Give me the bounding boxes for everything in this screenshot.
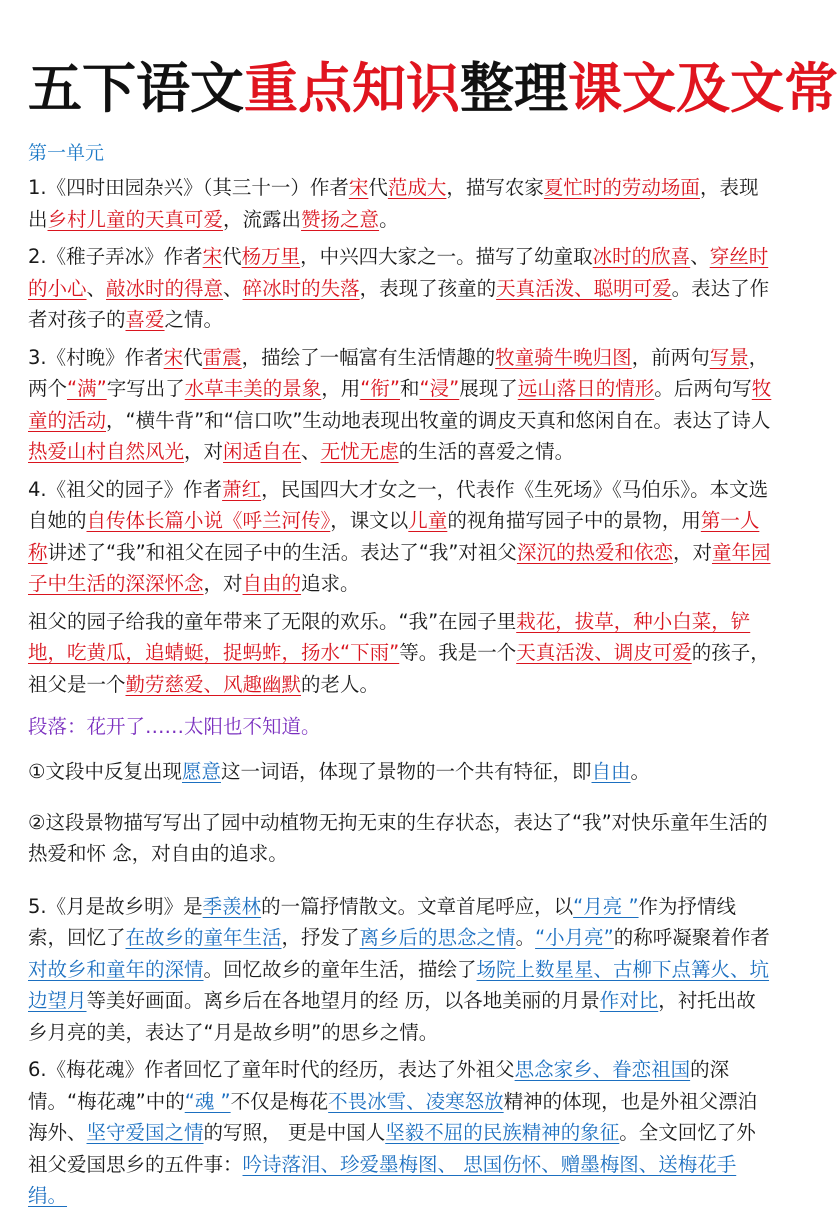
highlight: 宋 [163,345,184,369]
text-span: 4.《祖父的园子》作者 [28,477,223,501]
text-span: 、 [86,276,107,300]
text-span: 的一篇抒情散文。文章首尾呼应，以 [261,894,574,918]
highlight: “满” [67,377,107,400]
text-span: ，表现了孩童的 [359,276,497,300]
title-part-3: 整理 [460,57,568,120]
highlight: 思念家乡、眷恋祖国 [514,1058,691,1081]
highlight: “浸” [419,377,460,400]
lesson-3-paragraph [28,342,772,468]
text-span: 1.《四时田园杂兴》（其三十一）作者 [28,176,349,199]
text-span: 的写照， 更是中国人 [203,1121,386,1144]
text-span: ，流露出 [223,207,302,231]
lesson-4-paragraph [28,474,772,600]
highlight: 敲冰时的得意 [106,276,224,300]
text-span: 追求。 [301,572,360,595]
text-span: ，描写农家 [446,176,544,199]
text-span: 。表达了作者对孩子的 [28,276,770,331]
text-span: 的生活的喜爱之情。 [398,440,575,463]
text-span: 代 [368,176,388,199]
text-span: 作为抒情线索，回忆了 [28,894,737,949]
text-span: 和 [400,377,420,400]
highlight: 离乡后的思念之情 [359,926,516,949]
highlight: 坚毅不屈的民族精神的象征 [385,1121,620,1144]
text-span: 等美好画面。离乡后在各地望月的经 历，以各地美丽的月景 [86,989,600,1012]
highlight: 作对比 [599,989,659,1012]
text-span: 精神的体现，也是外祖父漂泊海外、 [28,1089,758,1144]
highlight: 穿丝时的小心 [28,245,769,300]
highlight: 自传体长篇小说《呼兰河传》 [86,509,331,532]
text-span: 。 [630,760,651,783]
text-span: ，描绘了一幅富有生活情趣的 [241,345,496,369]
lesson-5-paragraph [28,891,772,1049]
title-part-1: 五下语文 [28,57,244,120]
title-part-2: 重点知识 [244,57,460,120]
highlight: 天真活泼、调皮可爱 [516,641,692,664]
text-span: ，对 [672,540,712,564]
highlight: 乡村儿童的天真可爱 [47,207,224,231]
highlight: “月亮 ” [573,894,639,918]
text-span: 这一词语，体现了景物的一个共有特征，即 [221,760,592,783]
highlight: 赞扬之意 [301,207,380,231]
text-span: 祖父的园子给我的童年带来了无限的欢乐。“我”在园子里 [28,609,517,633]
text-span: 5.《月是故乡明》是 [28,894,203,918]
text-span: 6.《梅花魂》作者回忆了童年时代的经历，表达了外祖父 [28,1058,515,1081]
text-span: ，两个 [28,345,769,400]
text-span: 。回忆故乡的童年生活，描绘了 [203,957,477,981]
highlight: 夏忙时的劳动场面 [543,176,700,199]
text-span: 。全文回忆了外祖父爱国思乡的五件事： [28,1121,756,1176]
highlight: 水草丰美的景象 [184,377,322,400]
highlight: 热爱山村自然风光 [28,440,185,463]
text-span: 讲述了“我”和祖父在园子中的生活。表达了“我”对祖父 [47,540,517,564]
passage-heading: 段落：花开了……太阳也不知道。 [28,715,321,738]
unit-heading: 第一单元 [28,142,105,164]
highlight: 自由的 [242,572,302,595]
lesson-4-summary-paragraph [28,606,772,701]
text-span: ，抒发了 [281,926,360,949]
highlight: 对故乡和童年的深情 [28,957,204,981]
highlight: 愿意 [181,760,221,783]
text-span: 、 [223,276,243,300]
highlight: 坚守爱国之情 [86,1121,204,1144]
highlight: 勤劳慈爱、风趣幽默 [125,672,302,696]
note-1 [28,756,772,787]
text-span: 。 [515,926,536,949]
highlight: 宋 [202,245,223,268]
text-span: ，衬托出故乡月亮的美，表达了“月是故乡明”的思乡之情。 [28,989,756,1044]
text-span: 字写出了 [106,377,185,400]
highlight: 儿童 [408,509,448,532]
text-span: 不仅是梅花 [230,1089,329,1113]
text-span: 3.《村晚》作者 [28,345,164,369]
highlight: 天真活泼、聪明可爱 [496,276,672,300]
text-span: 、 [690,245,710,268]
text-span: ，前两句 [631,345,710,369]
text-span: 等。我是一个 [399,641,517,664]
text-span: ，“横牛背”和“信口吹”生动地表现出牧童的调皮天真和悠闲自在。表达了诗人 [106,408,771,432]
highlight: 牧童的活动 [28,377,772,432]
highlight: 不畏冰雪、凌寒怒放 [328,1089,504,1113]
highlight: 宋 [348,176,369,199]
text-span: 的深情。“梅花魂”中的 [28,1058,730,1113]
page-title [28,0,838,122]
highlight: 喜爱 [125,308,165,331]
lesson-1-paragraph [28,172,772,235]
highlight: 远山落日的情形 [517,377,655,400]
title-part-4: 课文及文常 [568,57,838,120]
highlight: 栽花，拔草，种小白菜，铲地，吃黄瓜，追蜻蜓，捉蚂蚱，扬水“下雨” [28,609,751,664]
lesson-2-paragraph [28,241,772,336]
highlight: 范成大 [387,176,447,199]
text-span: ，对 [184,440,224,463]
note-2: ②这段景物描写写出了园中动植物无拘无束的生存状态，表达了“我”对快乐童年生活的热爱和怀 念，对自由的追求。 [28,810,768,865]
text-span: 代 [183,345,203,369]
highlight: 童年园子中生活的深深怀念 [28,540,771,595]
highlight: 雷震 [202,345,242,369]
highlight: “衔” [360,377,400,400]
highlight: 在故乡的童年生活 [125,926,282,949]
text-span: ，用 [321,377,361,400]
text-span: ，对 [203,572,243,595]
highlight: 深沉的热爱和依恋 [516,540,673,564]
text-span: ，课文以 [330,509,409,532]
highlight: 无忧无虑 [320,440,399,463]
text-span: ，中兴四大家之一。描写了幼童取 [300,245,593,268]
text-span: 的称呼凝聚着作者 [613,926,770,949]
text-span: 。 [379,207,399,231]
highlight: 闲适自在 [223,440,302,463]
highlight: 杨万里 [241,245,301,268]
text-span: 2.《稚子弄冰》作者 [28,245,203,268]
highlight: 碎冰时的失落 [242,276,360,300]
highlight: 萧红 [222,477,262,501]
text-span: 之情。 [164,308,224,331]
text-span: 。后两句写 [654,377,752,400]
highlight: 第一人称 [28,509,760,564]
highlight: 场院上数星星、古柳下点篝火、坑边望月 [28,957,770,1012]
highlight: 牧童骑牛晚归图 [495,345,632,369]
highlight: 冰时的欣喜 [592,245,691,268]
highlight: 写景 [709,345,749,369]
text-span: ，表现出 [28,176,759,231]
text-span: 的老人。 [301,672,380,696]
highlight: 吟诗落泪、珍爱墨梅图、 思国伤怀、赠墨梅图、送梅花手绢。 [28,1152,737,1207]
text-span: ，民国四大才女之一，代表作《生死场》《马伯乐》。本文选自她的 [28,477,769,532]
lesson-6-paragraph [28,1054,772,1212]
text-span: 的视角描写园子中的景物，用 [447,509,701,532]
highlight: “小月亮” [535,926,614,949]
highlight: “魂 ” [184,1089,231,1113]
text-span: 、 [301,440,321,463]
text-span: 代 [222,245,242,268]
highlight: 自由 [591,760,631,783]
text-span: 的孩子，祖父是一个 [28,641,770,696]
text-span: ①文段中反复出现 [28,760,182,783]
text-span: 展现了 [459,377,518,400]
highlight: 季羡林 [202,894,262,918]
